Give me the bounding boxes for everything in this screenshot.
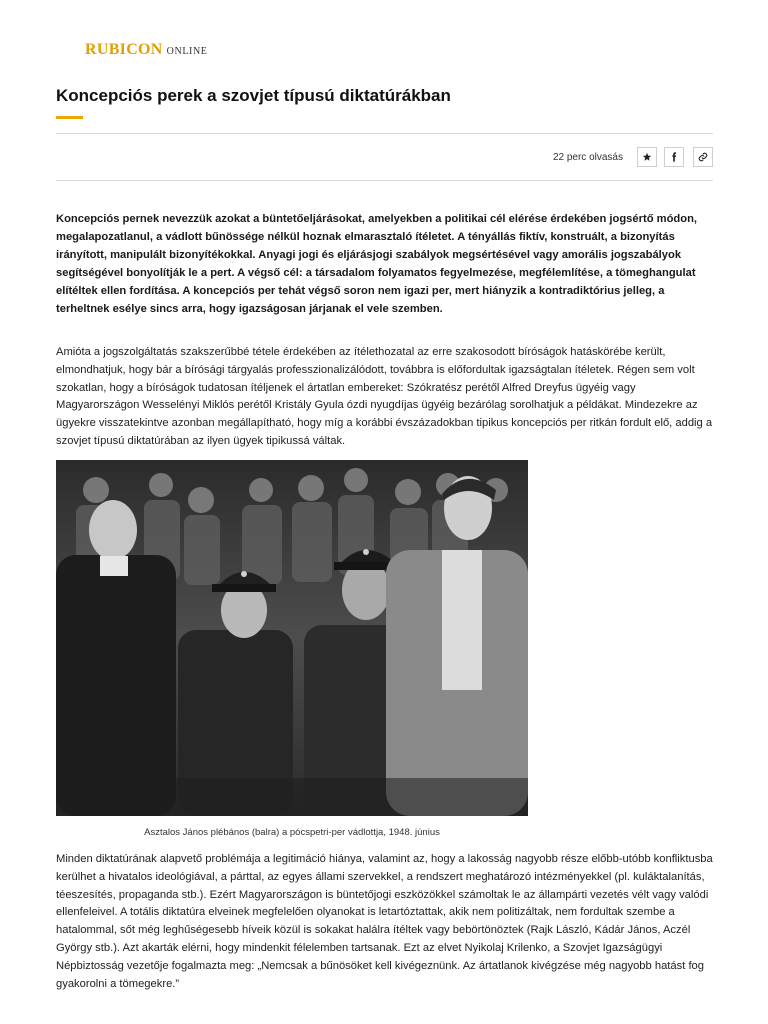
divider-top <box>56 133 713 134</box>
read-time: 22 perc olvasás <box>552 152 623 163</box>
star-icon <box>642 152 652 162</box>
article-meta <box>56 146 713 170</box>
divider-bottom <box>56 180 713 181</box>
article-title: Koncepciós perek a szovjet típusú diktatúrákban <box>56 86 451 105</box>
article-photo <box>56 460 528 816</box>
article-paragraph-2: Minden diktatúrának alapvető problémája a legitimáció hiánya, valamint az, hogy a lakosság nagyobb része előbb-utóbb konfliktusba kerülhet a hivatalos ideológiával, a párttal, az egyes állami szervekkel, a rendszert meghatározó intézményekkel (pl. kuláktalanítás, téeszesítés, propaganda stb.). Ezért Magyarországon is büntetőjogi eszközökkel számoltak le az állampárti vezetés vélt vagy valódi ellenfeleivel. A totális diktatúra elveinek megfelelően olyanokat is letartóztattak, akik nem politizáltak, nem fordultak szembe a hatalommal, sőt még leghűségesebb híveik közül is sokakat halálra ítéltek vagy bebörtönöztek (Rajk László, Kádár János, Aczél György stb.). Azt akarták elérni, hogy mindenkit félelemben tartsanak. Ezt az elvet Nyikolaj Krilenko, a Szovjet Igazságügyi Népbiztosság vezetője fogalmazta meg: „Nemcsak a bűnösöket kell kivégeznünk. Az ártatlanok kivégzése még nagyobb hatást fog gyakorolni a tömegekre.” <box>56 853 713 990</box>
article-lead: Koncepciós pernek nevezzük azokat a büntetőeljárásokat, amelyekben a politikai cél elérése érdekében jogsértő módon, megalapozatlanul, a vádlott bűnössége nélkül hoznak elmarasztaló ítéletet. A tényállás fiktív, konstruált, a bizonyítás irányított, manipulált bizonyítékokkal. Anyagi jogi és eljárásjogi szabályok megsértésével vagy amorális jogszabályok segítségével bonyolítják le a pert. A végső cél: a társadalom folyamatos fegyelmezése, megfélemlítése, a tömeghangulat elítéltek ellen fordítása. A koncepciós per tehát végső soron nem igazi per, mert hiányzik a kontradiktórius jelleg, a terheltnek esélye sincs arra, hogy igazságosan járjanak el vele szemben. <box>56 213 698 315</box>
photo-caption: Asztalos János plébános (balra) a pócspetri-per vádlottja, 1948. június <box>144 827 440 838</box>
logo-suffix: ONLINE <box>166 46 208 57</box>
bookmark-button[interactable] <box>637 147 657 167</box>
article-paragraph-1: Amióta a jogszolgáltatás szakszerűbbé tétele érdekében az ítélethozatal az erre szakosodott bíróságok hatáskörébe került, elmondhatjuk, hogy bár a bírósági tárgyalás professzionalizálódott, továbbra is előfordultak igazságtalan ítéletek. Régen sem volt szokatlan, hogy a bíróságok tudatosan ítéljenek el ártatlan embereket: Szókratész perétől Alfred Dreyfus ügyéig vagy Magyarországon Wesselényi Miklós perétől Kristály Gyula ózdi nyugdíjas ügyéig bezárólag sorolhatjuk a példákat. Mindezekre az ügyekre visszatekintve azonban megállapítható, hogy míg a korábbi évszázadokban tipikus koncepciós per ritkán fordult elő, addig a szovjet típusú diktatúrában az ilyen ügyek tipikussá váltak. <box>56 346 713 447</box>
facebook-icon <box>669 152 679 162</box>
logo-brand: RUBICON <box>85 41 163 58</box>
facebook-share-button[interactable] <box>664 147 684 167</box>
copy-link-button[interactable] <box>693 147 713 167</box>
link-icon <box>698 152 708 162</box>
site-logo[interactable] <box>85 41 207 59</box>
title-underline <box>56 116 83 119</box>
